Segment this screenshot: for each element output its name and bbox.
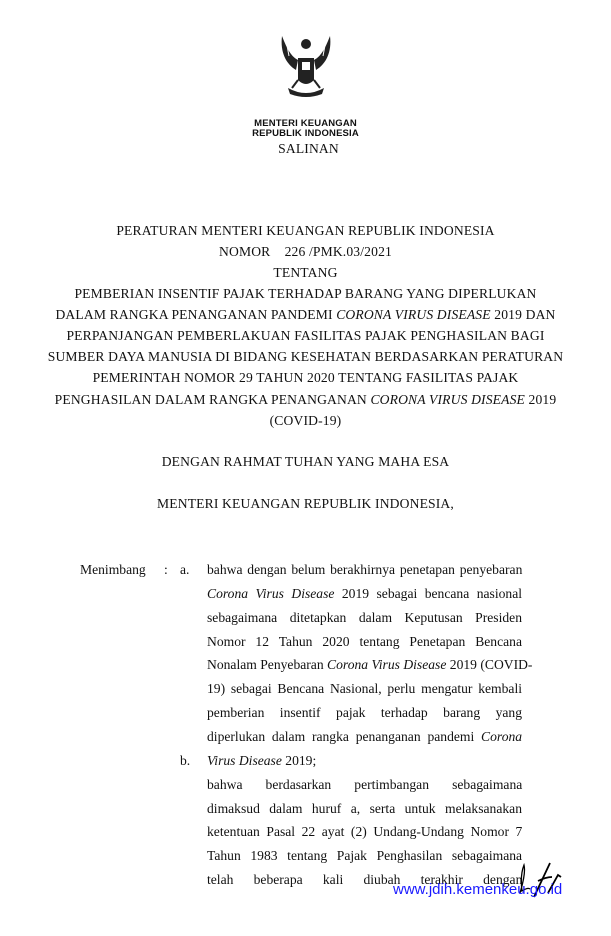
item-b-marker: b. — [180, 753, 191, 768]
text-segment: pemberian insentif pajak terhadap barang yang — [207, 705, 522, 721]
body-line — [207, 657, 533, 673]
text-segment: telah beberapa kali diubah terakhir dengan — [207, 872, 523, 888]
issuer: MENTERI KEUANGAN REPUBLIK INDONESIA, — [157, 496, 454, 511]
letterhead-line1: MENTERI KEUANGAN — [254, 118, 357, 129]
text-segment: 2019 (COVID- — [446, 657, 533, 673]
body-line — [207, 824, 522, 840]
body-line — [207, 705, 522, 721]
subject-line — [0, 413, 611, 429]
text-segment: PENGHASILAN DALAM RANGKA PENANGANAN — [54, 391, 371, 407]
text-segment: sebagaimana ditetapkan dalam Keputusan Presiden — [207, 609, 522, 625]
text-segment: 2019 DAN — [490, 307, 556, 323]
text-segment: PEMBERIAN INSENTIF PAJAK TERHADAP BARANG YANG DIPERLUKAN — [74, 286, 537, 301]
text-segment: PERPANJANGAN PEMBERLAKUAN FASILITAS PAJAK PENGHASILAN BAGI — [66, 328, 545, 344]
text-segment: dimaksud dalam huruf a, serta untuk melaksanakan — [207, 800, 522, 816]
considering-colon: : — [164, 562, 168, 577]
text-segment: PEMERINTAH NOMOR 29 TAHUN 2020 TENTANG FASILITAS PAJAK — [92, 370, 519, 386]
body-line — [207, 801, 522, 817]
italic-term: Corona Virus Disease — [327, 657, 447, 673]
body-line — [207, 681, 522, 697]
body-line — [207, 848, 522, 864]
body-line — [207, 586, 522, 602]
body-line — [207, 562, 522, 578]
item-a-marker: a. — [180, 562, 190, 577]
text-segment: Nonalam Penyebaran — [207, 657, 328, 673]
subject-line — [0, 307, 611, 323]
text-segment: DALAM RANGKA PENANGANAN PANDEMI — [55, 307, 337, 323]
text-segment: 2019; — [281, 752, 317, 768]
text-segment: ketentuan Pasal 22 ayat (2) Undang-Undang Nomor 7 — [207, 824, 523, 840]
subject-line — [0, 349, 611, 365]
subject-line — [0, 370, 611, 386]
italic-term: CORONA VIRUS DISEASE — [370, 391, 525, 407]
considering-label: Menimbang — [80, 562, 146, 577]
letterhead-line2: REPUBLIK INDONESIA — [252, 128, 359, 139]
garuda-emblem — [278, 30, 334, 110]
body-line — [207, 729, 522, 745]
text-segment: diperlukan dalam rangka penanganan pandemi — [207, 728, 482, 744]
text-segment: 2019 sebagai bencana nasional — [334, 585, 523, 601]
text-segment: SUMBER DAYA MANUSIA DI BIDANG KESEHATAN BERDASARKAN PERATURAN — [47, 349, 564, 365]
body-line — [207, 777, 522, 793]
body-line — [207, 634, 522, 650]
text-segment: bahwa dengan belum berakhirnya penetapan penyebaran — [207, 562, 523, 577]
italic-term: Virus Disease — [207, 752, 282, 768]
subject-line — [0, 392, 611, 408]
subject-line — [0, 328, 611, 344]
text-segment: (COVID-19) — [269, 412, 342, 428]
regulation-title: PERATURAN MENTERI KEUANGAN REPUBLIK INDONESIA — [116, 223, 495, 238]
text-segment: 2019 — [524, 391, 557, 407]
regulation-number: NOMOR 226 /PMK.03/2021 — [219, 244, 392, 259]
italic-term: CORONA VIRUS DISEASE — [336, 307, 491, 323]
subject-line — [0, 286, 611, 302]
text-segment: bahwa berdasarkan pertimbangan sebagaimana — [207, 776, 523, 792]
body-line — [207, 610, 522, 626]
jdih-url-link[interactable]: www.jdih.kemenkeu.go.id — [393, 881, 563, 898]
about-label: TENTANG — [273, 265, 338, 280]
blessing: DENGAN RAHMAT TUHAN YANG MAHA ESA — [161, 454, 450, 469]
italic-term: Corona — [481, 728, 523, 744]
text-segment: Nomor 12 Tahun 2020 tentang Penetapan Bencana — [207, 633, 522, 649]
text-segment: Tahun 1983 tentang Pajak Penghasilan sebagaimana — [207, 848, 523, 864]
text-segment: 19) sebagai Bencana Nasional, perlu mengatur kembali — [207, 681, 522, 697]
italic-term: Corona Virus Disease — [207, 585, 335, 601]
salinan-stamp: SALINAN — [278, 141, 339, 156]
body-line — [207, 753, 522, 769]
